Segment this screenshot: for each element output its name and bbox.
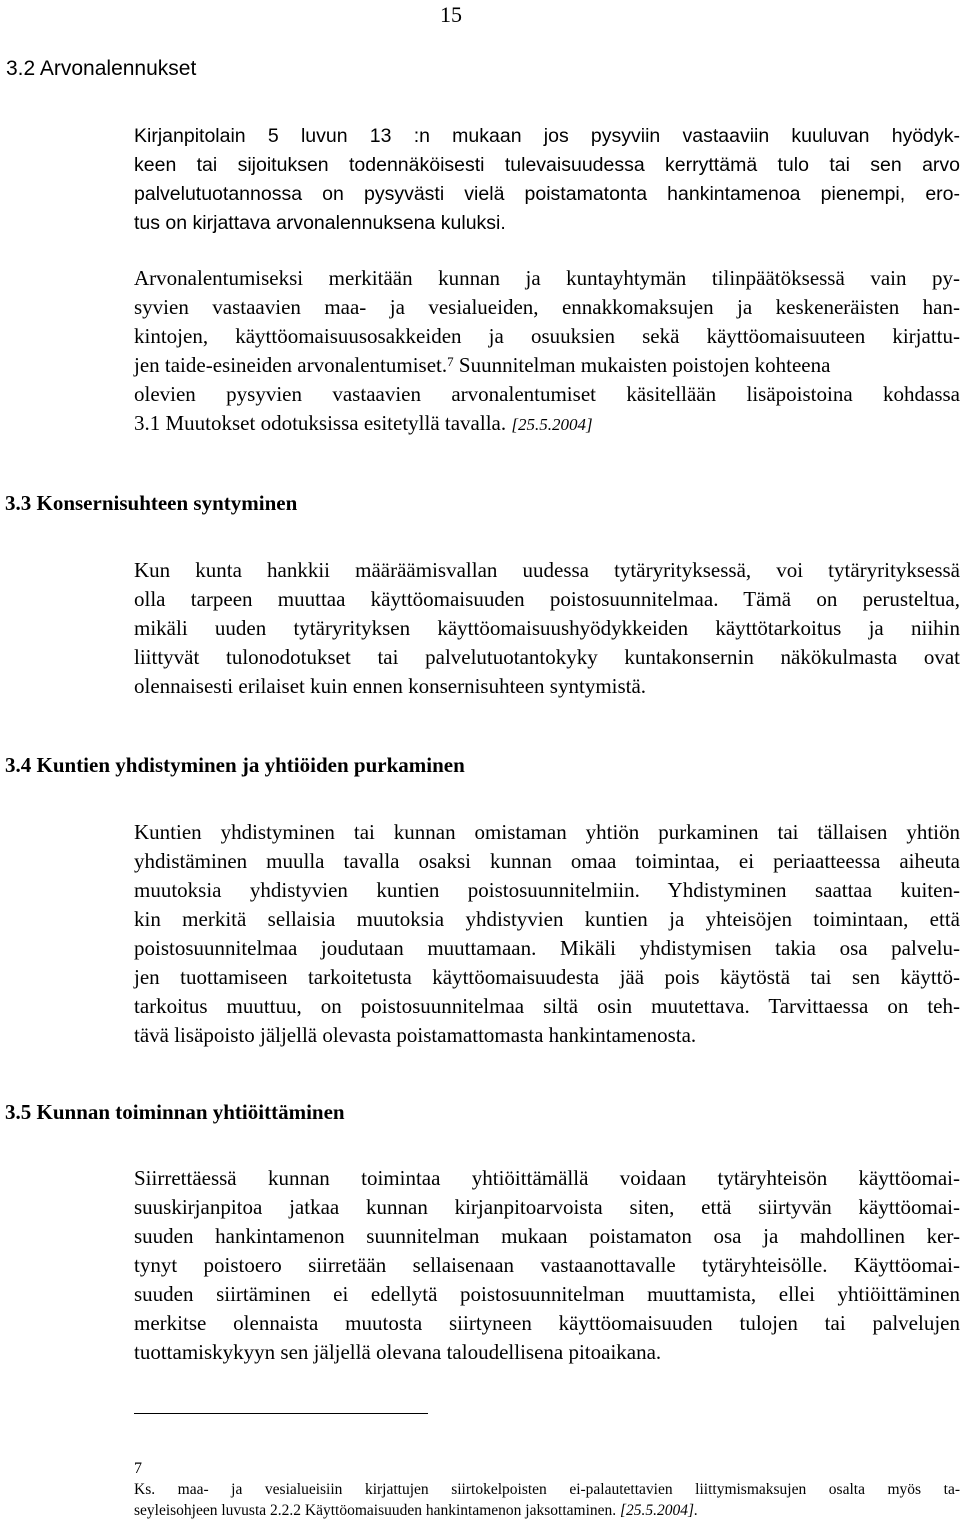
text-line: tarkoitus muuttuu, on poistosuunnitelmaa siltä osin muutettava. Tarvittaessa on teh- xyxy=(134,994,960,1018)
section-heading-3-3: 3.3 Konsernisuhteen syntyminen xyxy=(5,491,298,515)
text-line: tuottamiskykyyn sen jäljellä olevana taloudellisena pitoaikana. xyxy=(134,1340,662,1364)
text-line: olennaisesti erilaiset kuin ennen konsernisuhteen syntymistä. xyxy=(134,674,647,698)
paragraph-3-4 xyxy=(134,818,960,1050)
text-line xyxy=(134,351,960,380)
text-line: Ks. maa- ja vesialueisiin kirjattujen siirtokelpoisten ei-palautettavien liittymismaksujen osalta myös ta- xyxy=(134,1481,960,1498)
footnote-separator xyxy=(134,1413,428,1414)
text-line: tus on kirjattava arvonalennuksena kuluksi. xyxy=(134,212,506,234)
text-line: keen tai sijoituksen todennäköisesti tulevaisuudessa kerryttämä tulo tai sen arvo xyxy=(134,154,960,176)
text-line: Kuntien yhdistyminen tai kunnan omistaman yhtiön purkaminen tai tällaisen yhtiön xyxy=(134,820,960,844)
page-number: 15 xyxy=(440,2,462,27)
text-line xyxy=(134,409,960,439)
section-heading-3-2: 3.2 Arvonalennukset xyxy=(6,57,197,80)
text-line xyxy=(134,1500,960,1521)
text-line: kin merkitä sellaisia muutoksia yhdistyvien kuntien ja yhteisöjen toimintaan, että xyxy=(134,907,960,931)
text-line: jen tuottamiseen tarkoitetusta käyttöomaisuudesta jää pois käytöstä tai sen käyttö- xyxy=(134,965,960,989)
text-line: tävä lisäpoisto jäljellä olevasta poistamattomasta hankintamenosta. xyxy=(134,1023,697,1047)
text-line: mikäli uuden tytäryrityksen käyttöomaisuushyödykkeiden käyttötarkoitus ja niihin xyxy=(134,616,960,640)
text-line: suuden siirtäminen ei edellytä poistosuunnitelman muuttamista, ellei yhtiöittäminen xyxy=(134,1282,960,1306)
text-line: Kun kunta hankkii määräämisvallan uudessa tytäryrityksessä, voi tytäryrityksessä xyxy=(134,558,960,582)
paragraph-3-5 xyxy=(134,1164,960,1367)
text-line: muutoksia yhdistyvien kuntien poistosuunnitelmiin. Yhdistyminen saattaa kuiten- xyxy=(134,878,960,902)
text-line: kintojen, käyttöomaisuusosakkeiden ja osuuksien sekä käyttöomaisuuteen kirjattu- xyxy=(134,324,960,348)
text-line: olevien pysyvien vastaavien arvonalentumiset käsitellään lisäpoistoina kohdassa xyxy=(134,382,960,406)
text-fragment: seyleisohjeen luvusta 2.2.2 Käyttöomaisuuden hankintamenon jaksottaminen. xyxy=(134,1502,617,1519)
revision-date: [25.5.2004]. xyxy=(620,1502,698,1519)
text-fragment: Suunnitelman mukaisten poistojen kohteena xyxy=(453,353,831,377)
footnote-text xyxy=(134,1479,960,1521)
section-heading-3-5: 3.5 Kunnan toiminnan yhtiöittäminen xyxy=(5,1100,345,1124)
text-line: Arvonalentumiseksi merkitään kunnan ja kuntayhtymän tilinpäätöksessä vain py- xyxy=(134,266,960,290)
text-line: olla tarpeen muuttaa käyttöomaisuuden poistosuunnitelmaa. Tämä on perusteltua, xyxy=(134,587,960,611)
text-line: liittyvät tulonodotukset tai palvelutuotantokyky kuntakonsernin näkökulmasta ovat xyxy=(134,645,960,669)
footnote-reference: 7 xyxy=(447,354,454,369)
paragraph-3-2-b xyxy=(134,264,960,439)
text-fragment: 3.1 Muutokset odotuksissa esitetyllä tavalla. xyxy=(134,411,507,435)
text-line: palvelutuotannossa on pysyvästi vielä poistamatonta hankintamenoa pienempi, ero- xyxy=(134,183,960,205)
revision-date: [25.5.2004] xyxy=(511,415,593,434)
paragraph-3-2-a xyxy=(134,122,960,238)
text-line: Kirjanpitolain 5 luvun 13 :n mukaan jos pysyviin vastaaviin kuuluvan hyödyk- xyxy=(134,125,960,147)
paragraph-3-3 xyxy=(134,556,960,701)
text-line: merkitse olennaista muutosta siirtyneen käyttöomaisuuden tulojen tai palvelujen xyxy=(134,1311,960,1335)
text-line: suuskirjanpitoa jatkaa kunnan kirjanpitoarvoista siten, että siirtyvän käyttöomai- xyxy=(134,1195,960,1219)
text-fragment: jen taide-esineiden arvonalentumiset. xyxy=(134,353,448,377)
text-line: poistosuunnitelmaa joudutaan muuttamaan. Mikäli yhdistymisen takia osa palvelu- xyxy=(134,936,960,960)
section-heading-3-4: 3.4 Kuntien yhdistyminen ja yhtiöiden purkaminen xyxy=(5,753,465,777)
footnote-number: 7 xyxy=(134,1460,142,1477)
text-line: tynyt poistoero siirretään sellaisenaan vastaanottavalle tytäryhteisölle. Käyttöomai- xyxy=(134,1253,960,1277)
text-line: suuden hankintamenon suunnitelman mukaan poistamaton osa ja mahdollinen ker- xyxy=(134,1224,960,1248)
text-line: Siirrettäessä kunnan toimintaa yhtiöittämällä voidaan tytäryhteisön käyttöomai- xyxy=(134,1166,960,1190)
text-line: yhdistäminen muulla tavalla osaksi kunnan omaa toimintaa, ei periaatteessa aiheuta xyxy=(134,849,960,873)
text-line: syvien vastaavien maa- ja vesialueiden, ennakkomaksujen ja keskeneräisten han- xyxy=(134,295,960,319)
